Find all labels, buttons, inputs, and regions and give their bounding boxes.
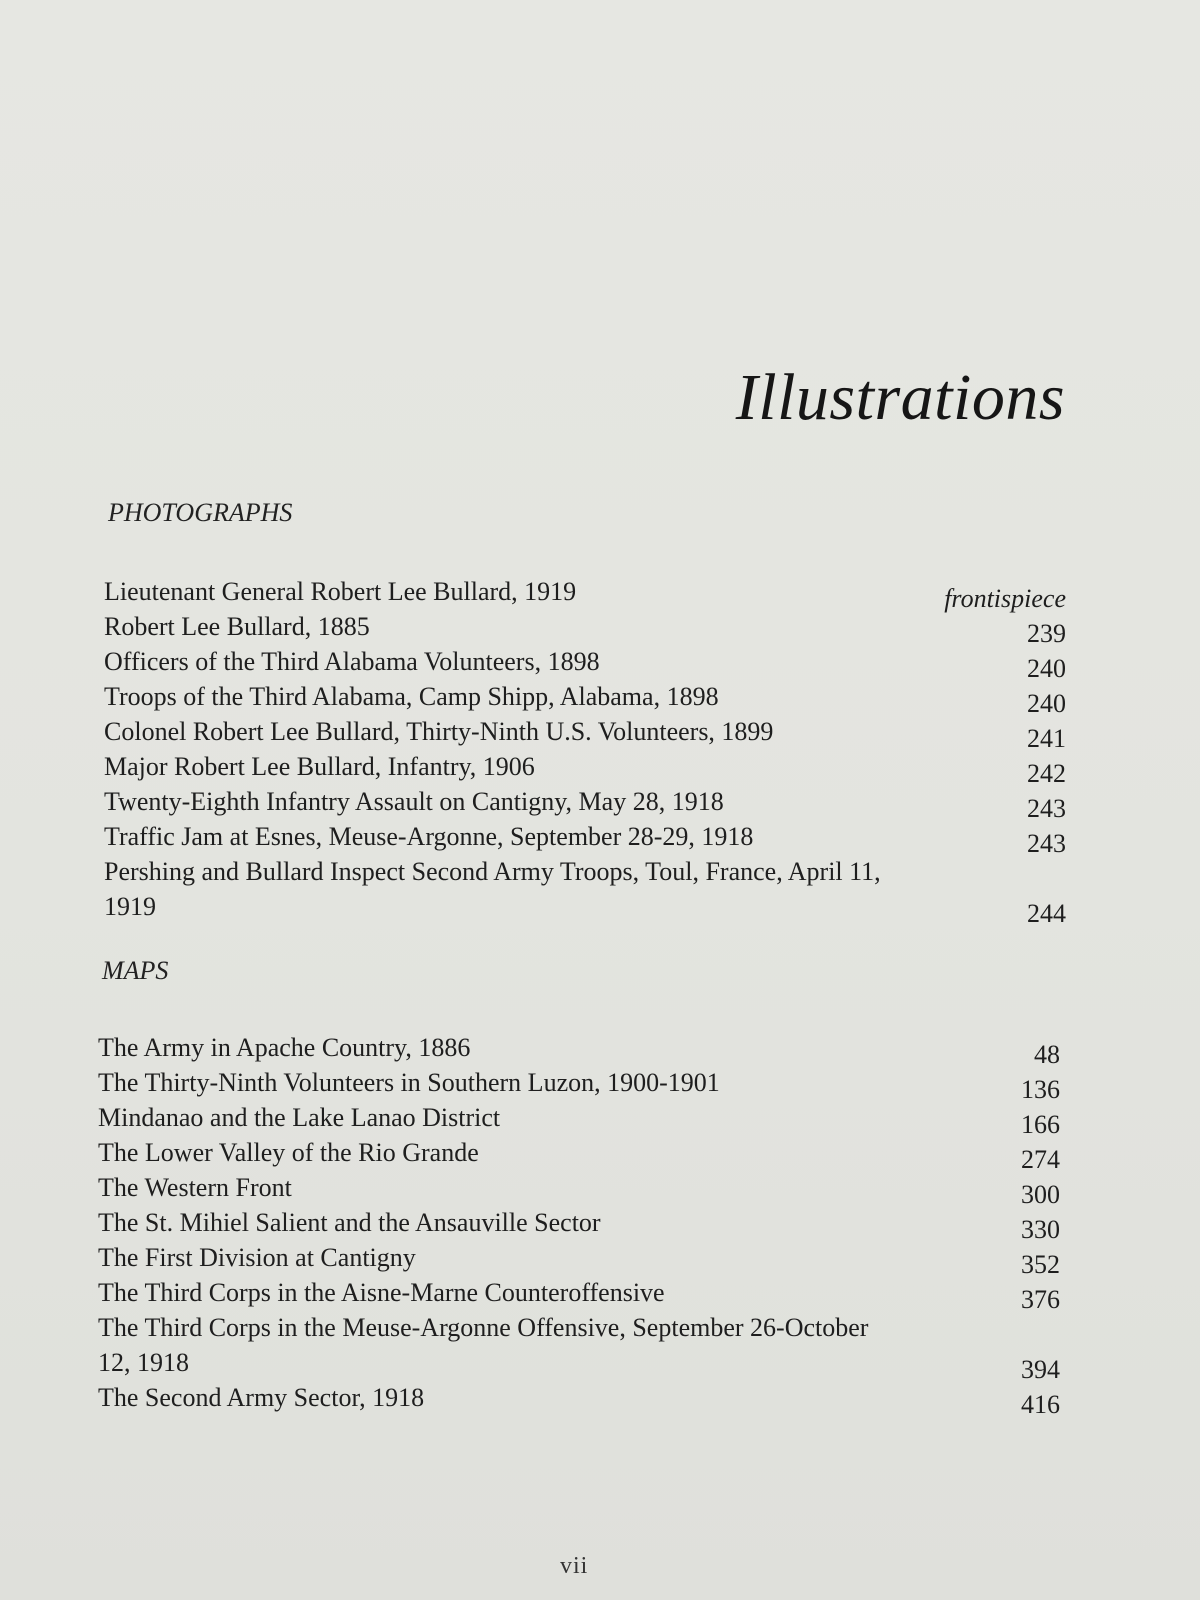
entry-page: 416 [1021,1390,1060,1419]
list-item [104,784,1066,823]
list-item [104,714,1066,753]
list-item [98,1170,1060,1209]
entry-title: Troops of the Third Alabama, Camp Shipp, Alabama, 1898 [104,682,719,711]
list-item [104,679,1066,718]
list-item [98,1065,1060,1104]
entry-title: The Lower Valley of the Rio Grande [98,1138,479,1167]
list-item [104,644,1066,683]
entry-title: Mindanao and the Lake Lanao District [98,1103,501,1132]
entry-title: The Third Corps in the Aisne-Marne Counteroffensive [98,1278,665,1307]
list-item [98,1240,1060,1279]
entry-title: Pershing and Bullard Inspect Second Army Troops, Toul, France, April 11, 1919 [104,857,881,921]
entry-page: 243 [1027,794,1066,823]
list-item [104,609,1066,648]
entry-page: frontispiece [944,584,1066,613]
entry-page: 330 [1021,1215,1060,1244]
entry-title: Twenty-Eighth Infantry Assault on Cantigny, May 28, 1918 [104,787,724,816]
entry-page: 136 [1021,1075,1060,1104]
list-item [98,1205,1060,1244]
photographs-heading: PHOTOGRAPHS [108,498,293,527]
entry-title: The Third Corps in the Meuse-Argonne Offensive, September 26-October 12, 1918 [98,1313,869,1377]
entry-page: 394 [1021,1355,1060,1384]
list-item [98,1135,1060,1174]
entry-page: 48 [1034,1040,1060,1069]
list-item [98,1275,1060,1314]
entry-page: 352 [1021,1250,1060,1279]
maps-heading: MAPS [102,956,169,985]
entry-page: 241 [1027,724,1066,753]
list-item [104,574,1066,613]
list-item [104,749,1066,788]
list-item [98,1030,1060,1069]
page-title: Illustrations [735,361,1065,434]
entry-title: Major Robert Lee Bullard, Infantry, 1906 [104,752,535,781]
entry-title: Lieutenant General Robert Lee Bullard, 1919 [104,577,577,606]
entry-page: 242 [1027,759,1066,788]
entry-title: Traffic Jam at Esnes, Meuse-Argonne, September 28-29, 1918 [104,822,754,851]
entry-title: The Western Front [98,1173,292,1202]
entry-title: The First Division at Cantigny [98,1243,416,1272]
photographs-list [104,574,1066,928]
entry-title: Colonel Robert Lee Bullard, Thirty-Ninth U.S. Volunteers, 1899 [104,717,774,746]
entry-title: Robert Lee Bullard, 1885 [104,612,370,641]
entry-title: The St. Mihiel Salient and the Ansauville Sector [98,1208,601,1237]
entry-page: 240 [1027,689,1066,718]
entry-page: 300 [1021,1180,1060,1209]
list-item [104,819,1066,858]
list-item [98,1380,1060,1419]
entry-title: The Second Army Sector, 1918 [98,1383,425,1412]
entry-page: 244 [1027,899,1066,928]
list-item [104,854,1066,928]
entry-title: The Army in Apache Country, 1886 [98,1033,471,1062]
entry-page: 166 [1021,1110,1060,1139]
page-number: vii [560,1553,589,1579]
list-item [98,1100,1060,1139]
entry-page: 239 [1027,619,1066,648]
entry-title: Officers of the Third Alabama Volunteers, 1898 [104,647,600,676]
entry-page: 240 [1027,654,1066,683]
list-item [98,1310,1060,1384]
entry-page: 243 [1027,829,1066,858]
entry-title: The Thirty-Ninth Volunteers in Southern Luzon, 1900-1901 [98,1068,720,1097]
entry-page: 274 [1021,1145,1060,1174]
maps-list [98,1030,1060,1419]
entry-page: 376 [1021,1285,1060,1314]
